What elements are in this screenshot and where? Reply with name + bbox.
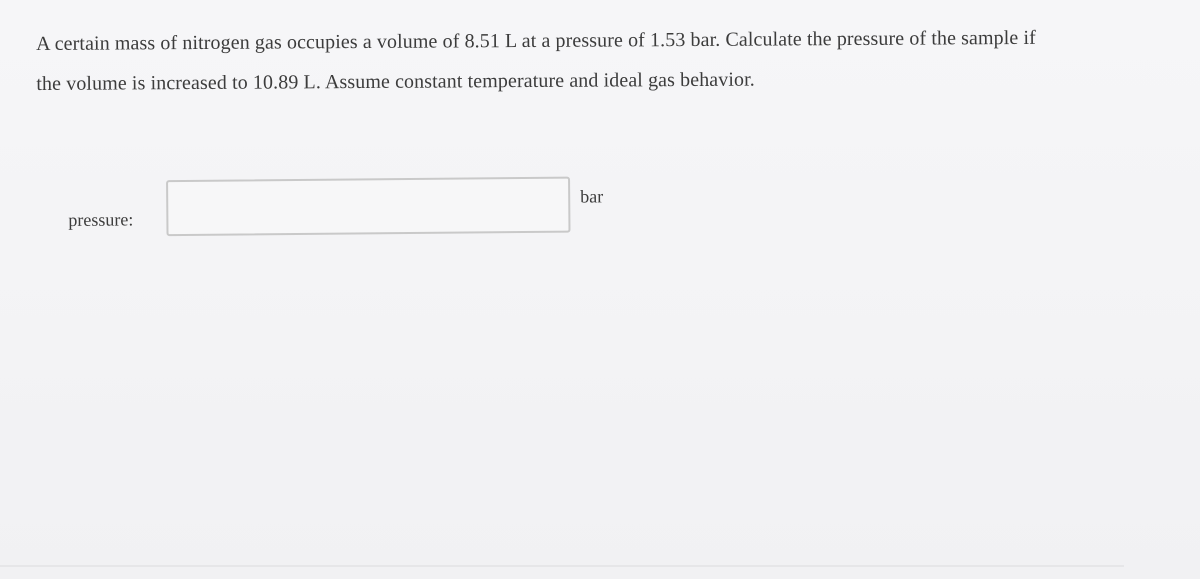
- question-line-2: the volume is increased to 10.89 L. Assume constant temperature and ideal gas behavior.: [36, 68, 755, 95]
- pressure-input[interactable]: [166, 177, 570, 237]
- unit-label: bar: [580, 186, 604, 207]
- answer-row: [68, 171, 669, 248]
- pressure-label: pressure:: [68, 209, 134, 230]
- bottom-divider: [0, 565, 1124, 567]
- question-line-1: A certain mass of nitrogen gas occupies a volume of 8.51 L at a pressure of 1.53 bar. Calculate the pressure of the sample if: [36, 26, 1036, 55]
- question-text: [36, 17, 1176, 104]
